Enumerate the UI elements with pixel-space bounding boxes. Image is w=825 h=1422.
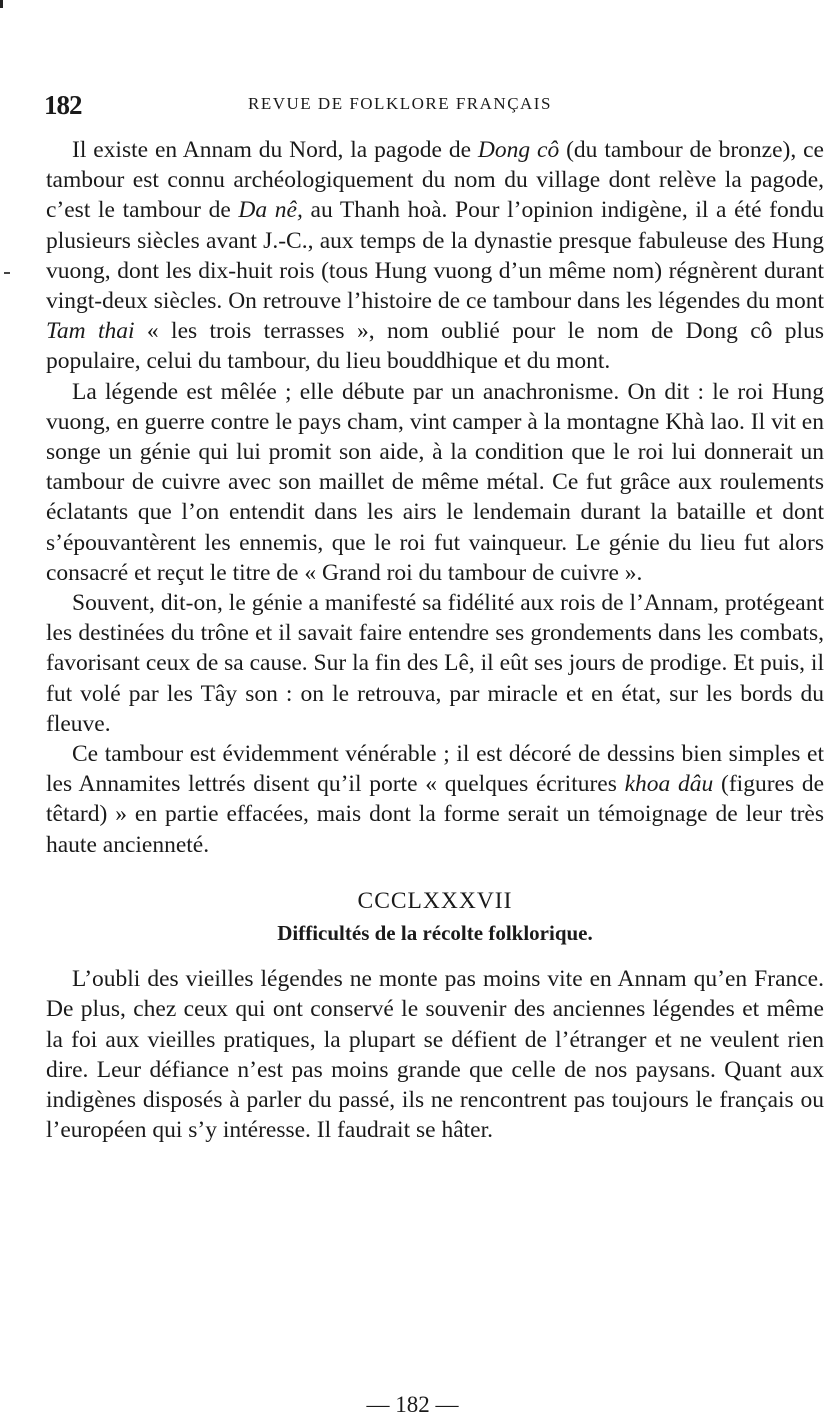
page-footer-number: — 182 — — [366, 1392, 459, 1417]
section-number: CCCLXXXVII — [357, 887, 513, 914]
p1-italic-tam-thai: Tam thai — [46, 318, 135, 345]
p1-italic-dong-co: Dong cô — [477, 137, 560, 163]
paragraph-oubli: L’oubli des vieilles légendes ne monte pas moins vite en Annam qu’en France. De plus, chez ceux qui ont conservé le souvenir des anciennes légendes et même la foi aux vieilles pratiques, la plupart se défient de l’étranger et ne veulent rien dire. Leur défiance n’est pas moins grande que celle de nos paysans. Quant aux indigènes disposés à parler du passé, ils ne rencontrent pas toujours le français ou l’européen qui s’y intéresse. Il faudrait se hâter. — [46, 966, 824, 1144]
running-title: REVUE DE FOLKLORE FRANÇAIS — [248, 94, 552, 113]
p4-text-a: Ce tambour est évidemment vénérable ; il est décoré de dessins bien simples et les Annamites lettrés disent qu’il porte « quelques écritures — [46, 741, 824, 798]
header-page-number: 182 — [44, 90, 82, 120]
stray-ink-mark — [0, 0, 3, 8]
paragraph-dong-co — [46, 135, 824, 377]
p1-italic-da-ne: Da nê, — [238, 197, 303, 224]
p1-text-c: (du tambour de bronze), ce tambour est connu archéologiquement du nom du village dont relève la pagode, c’est le tambour de — [46, 137, 824, 224]
body-text — [46, 135, 824, 1146]
p1-text-e: au Thanh hoà. Pour l’opinion indigène, il a été fondu plusieurs siècles avant J.-C., aux temps de la dynastie presque fabuleuse des Hung vuong, dont les dix-huit rois (tous Hung vuong d’un même nom) régnèrent durant vingt-deux siècles. On retrouve l’histoire de ce tambour dans les légendes du mont — [46, 197, 825, 315]
p1-text-g: « les trois terrasses », nom oublié pour le nom de Dong cô plus populaire, celui du tambour, du lieu bouddhique et du mont. — [46, 318, 824, 375]
section-title: Difficultés de la récolte folklorique. — [277, 921, 593, 946]
margin-ink-mark — [4, 272, 10, 274]
p4-text-c: (figures de têtard) » en partie effacées, mais dont la forme serait un témoignage de leur très haute ancienneté. — [46, 771, 825, 858]
paragraph-legende: La légende est mêlée ; elle débute par un anachronisme. On dit : le roi Hung vuong, en guerre contre le pays cham, vint camper à la montagne Khà lao. Il vit en songe un génie qui lui promit son aide, à la condition que le roi lui donnerait un tambour de cuivre avec son maillet de même métal. Ce fut grâce aux roulements éclatants que l’on entendit dans les airs le lendemain durant la bataille et dont s’épouvantèrent les ennemis, que le roi fut vainqueur. Le génie du lieu fut alors consacré et reçut le titre de « Grand roi du tambour de cuivre ». — [46, 378, 824, 586]
p1-text-a: Il existe en Annam du Nord, la pagode de — [72, 137, 478, 163]
paragraph-tambour-venerable — [46, 739, 824, 860]
p4-italic-khoa-dau: khoa dâu — [624, 771, 714, 798]
paragraph-genie: Souvent, dit-on, le génie a manifesté sa fidélité aux rois de l’Annam, protégeant les destinées du trône et il savait faire entendre ses grondements dans les combats, favorisant ceux de sa cause. Sur la fin des Lê, il eût ses jours de prodige. Et puis, il fut volé par les Tây son : on le retrouva, par miracle et en état, sur les bords du fleuve. — [46, 590, 824, 737]
page-header — [44, 88, 825, 120]
